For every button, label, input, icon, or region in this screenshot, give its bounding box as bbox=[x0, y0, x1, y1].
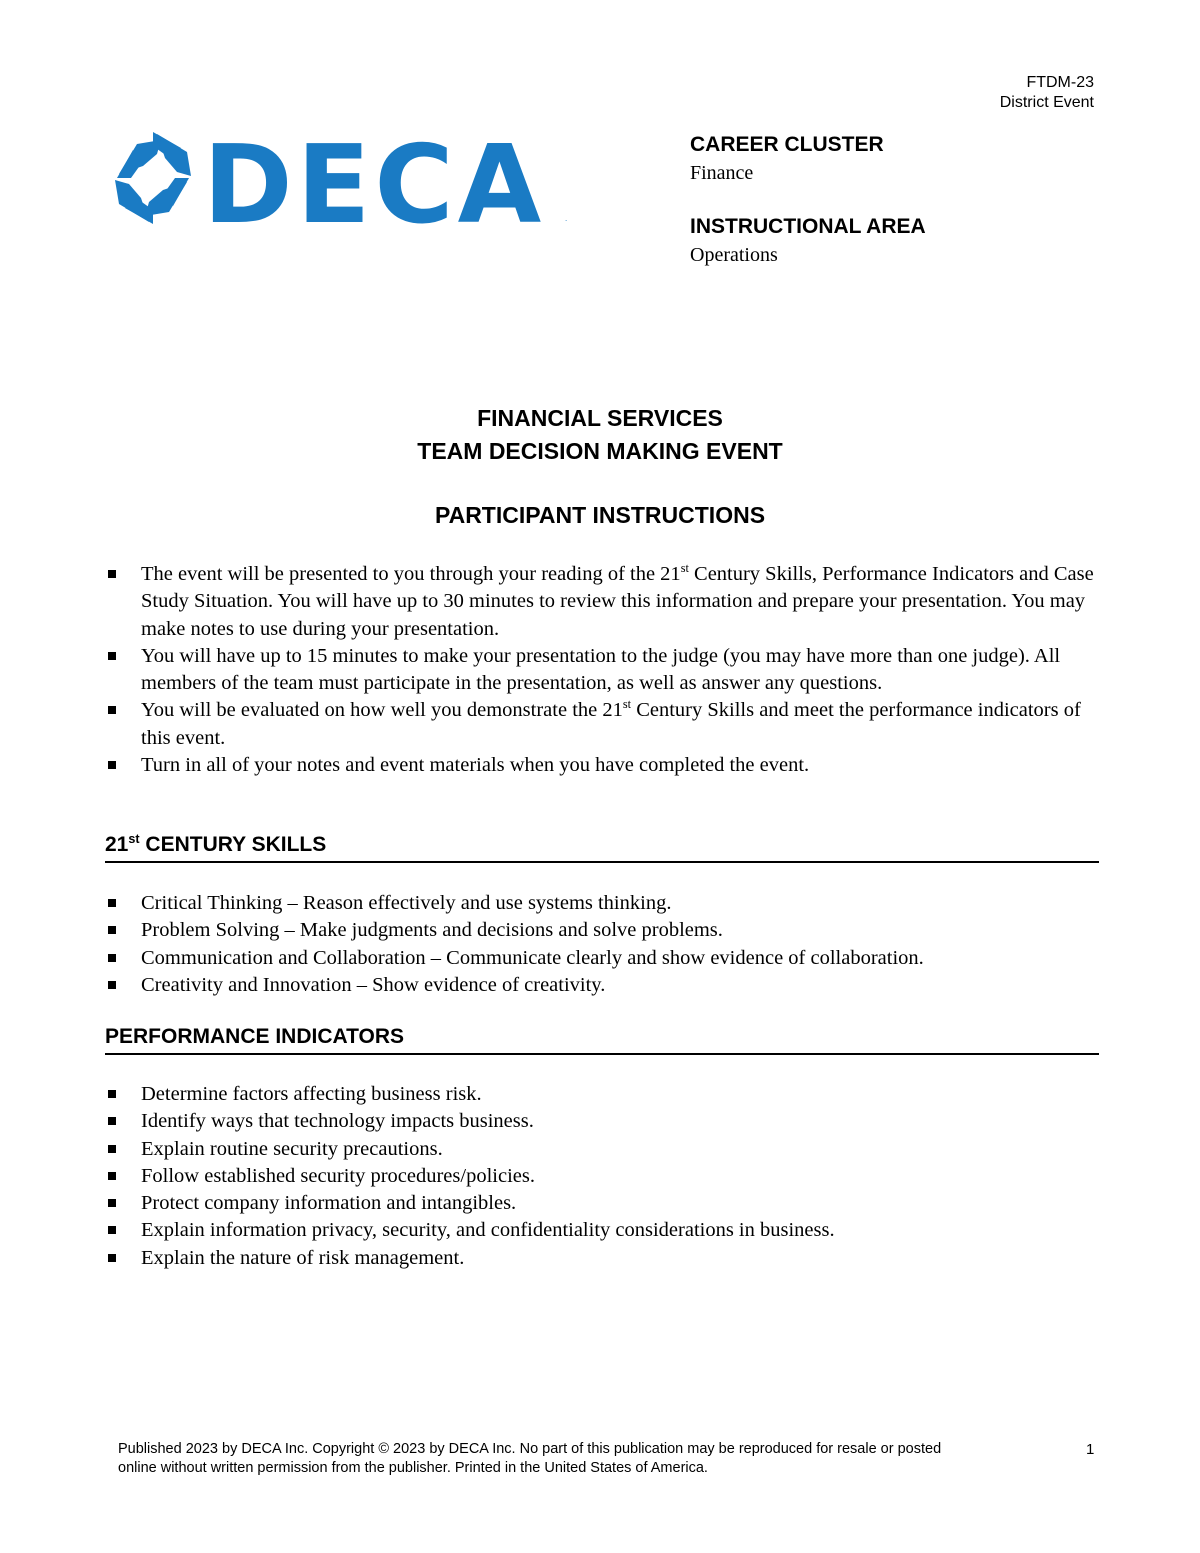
event-meta bbox=[690, 132, 926, 268]
bullet-icon bbox=[108, 761, 116, 769]
list-item: The event will be presented to you through your reading of the 21st Century Skills, Performance Indicators and Case Study Situation. You will have up to 30 minutes to review this information and prepare your presentation. You may make notes to use during your presentation. bbox=[105, 561, 1105, 643]
instructional-area-label: INSTRUCTIONAL AREA bbox=[690, 215, 926, 238]
document-code: FTDM-23 bbox=[1026, 74, 1094, 91]
svg-text:.: . bbox=[565, 214, 568, 223]
list-item: Turn in all of your notes and event materials when you have completed the event. bbox=[105, 752, 1105, 779]
list-item: Explain routine security precautions. bbox=[105, 1136, 1105, 1163]
list-item: You will have up to 15 minutes to make your presentation to the judge (you may have more than one judge). All members of the team must participate in the presentation, as well as answer any questions. bbox=[105, 643, 1105, 698]
event-level: District Event bbox=[999, 94, 1094, 111]
bullet-icon bbox=[108, 1145, 116, 1153]
performance-indicators-list bbox=[105, 1081, 1105, 1272]
event-title-line2: TEAM DECISION MAKING EVENT bbox=[417, 438, 783, 464]
bullet-icon bbox=[108, 652, 116, 660]
career-cluster-label: CAREER CLUSTER bbox=[690, 133, 884, 156]
list-item: Explain the nature of risk management. bbox=[105, 1245, 1105, 1272]
event-title-line1: FINANCIAL SERVICES bbox=[477, 405, 723, 431]
list-item: Protect company information and intangibles. bbox=[105, 1190, 1105, 1217]
skills-section-heading: 21st CENTURY SKILLS bbox=[105, 832, 1099, 863]
bullet-icon bbox=[108, 899, 116, 907]
deca-diamond-icon bbox=[115, 132, 191, 224]
performance-indicators-heading: PERFORMANCE INDICATORS bbox=[105, 1024, 1099, 1055]
list-item: Identify ways that technology impacts business. bbox=[105, 1108, 1105, 1135]
instructions-title: PARTICIPANT INSTRUCTIONS bbox=[434, 502, 766, 528]
event-titles bbox=[0, 402, 1200, 532]
list-item: Creativity and Innovation – Show evidence of creativity. bbox=[105, 972, 1105, 999]
list-item: Determine factors affecting business risk. bbox=[105, 1081, 1105, 1108]
footer-line2: online without written permission from the publisher. Printed in the United States of America. bbox=[118, 1460, 708, 1476]
copyright-footer bbox=[118, 1440, 1018, 1478]
bullet-icon bbox=[108, 954, 116, 962]
bullet-icon bbox=[108, 1090, 116, 1098]
list-item: You will be evaluated on how well you demonstrate the 21st Century Skills and meet the performance indicators of this event. bbox=[105, 697, 1105, 752]
list-item: Explain information privacy, security, and confidentiality considerations in business. bbox=[105, 1217, 1105, 1244]
bullet-icon bbox=[108, 981, 116, 989]
footer-line1: Published 2023 by DECA Inc. Copyright © 2023 by DECA Inc. No part of this publication may be reproduced for resale or posted bbox=[118, 1441, 942, 1457]
bullet-icon bbox=[108, 1172, 116, 1180]
list-item: Communication and Collaboration – Communicate clearly and show evidence of collaboration. bbox=[105, 945, 1105, 972]
bullet-icon bbox=[108, 706, 116, 714]
bullet-icon bbox=[108, 1226, 116, 1234]
bullet-icon bbox=[108, 570, 116, 578]
instructions-list bbox=[105, 561, 1105, 779]
instructional-area-value: Operations bbox=[690, 244, 778, 266]
deca-logo bbox=[113, 128, 578, 230]
document-code-block bbox=[1000, 73, 1094, 113]
list-item: Problem Solving – Make judgments and decisions and solve problems. bbox=[105, 917, 1105, 944]
deca-logo-text: DECA bbox=[203, 128, 546, 230]
career-cluster-value: Finance bbox=[690, 162, 754, 184]
bullet-icon bbox=[108, 1199, 116, 1207]
bullet-icon bbox=[108, 926, 116, 934]
bullet-icon bbox=[108, 1117, 116, 1125]
bullet-icon bbox=[108, 1254, 116, 1262]
list-item: Follow established security procedures/policies. bbox=[105, 1163, 1105, 1190]
page-number: 1 bbox=[1086, 1441, 1095, 1458]
skills-list bbox=[105, 890, 1105, 999]
list-item: Critical Thinking – Reason effectively and use systems thinking. bbox=[105, 890, 1105, 917]
